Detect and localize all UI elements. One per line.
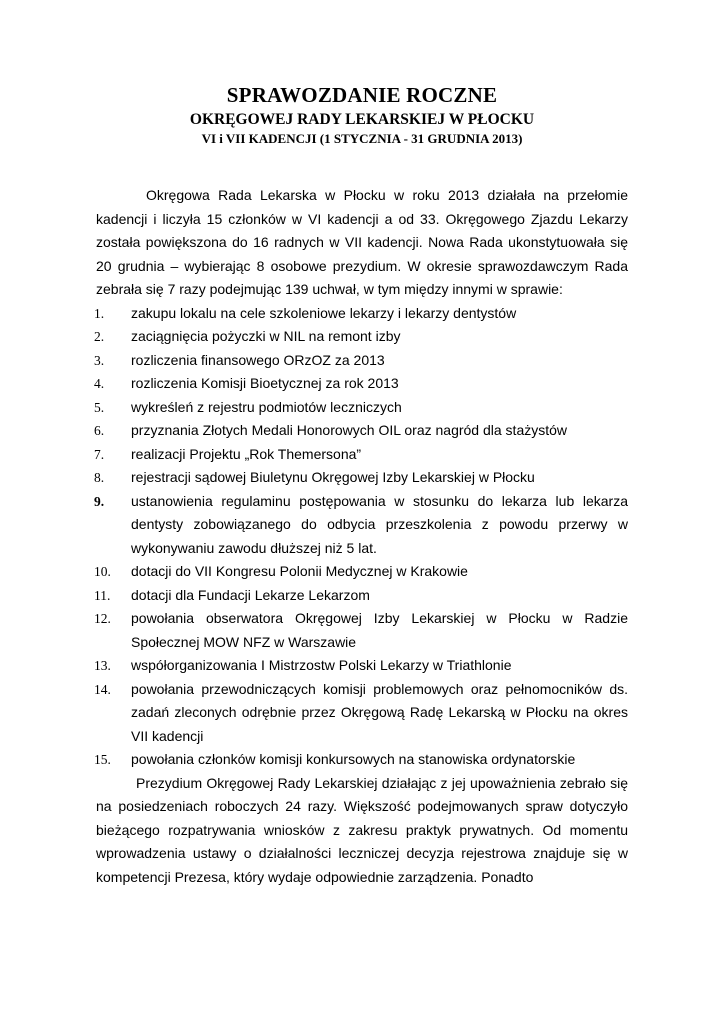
list-item-text: zakupu lokalu na cele szkoleniowe lekarzy i lekarzy dentystów (131, 304, 517, 321)
list-item (96, 466, 628, 490)
list-item-text: powołania członków komisji konkursowych na stanowiska ordynatorskie (131, 751, 576, 767)
list-item (96, 325, 628, 349)
list-item-text: dotacji dla Fundacji Lekarze Lekarzom (131, 586, 370, 603)
list-item (96, 748, 628, 772)
list-item-text: realizacji Projektu „Rok Themersona” (131, 445, 362, 462)
list-item-number: 12. (94, 611, 111, 626)
list-item-number: 8. (94, 470, 105, 485)
list-item-number: 3. (94, 352, 105, 368)
list-item (96, 419, 628, 443)
document-period: VI i VII KADENCJI (1 STYCZNIA - 31 GRUDNIA 2013) (201, 131, 523, 146)
list-item (96, 678, 628, 749)
list-item-text: rejestracji sądowej Biuletynu Okręgowej Izby Lekarskiej w Płocku (131, 469, 535, 485)
list-item-number: 2. (94, 329, 105, 344)
intro-paragraph: Okręgowa Rada Lekarska w Płocku w roku 2013 działała na przełomie kadencji i liczyła 15 członków w VI kadencji a od 33. Okręgowego Zjazdu Lekarzy została powiększona do 16 radnych w VII kadencji. Nowa Rada ukonstytuowała się 20 grudnia – wybierając 8 osobowe prezydium. W okresie sprawozdawczym Rada zebrała się 7 razy podejmując 139 uchwał, w tym między innymi w sprawie: (96, 187, 628, 297)
list-item (96, 372, 628, 396)
closing-paragraph: Prezydium Okręgowej Rady Lekarskiej działając z jej upoważnienia zebrało się na posiedzeniach roboczych 24 razy. Większość podejmowanych spraw dotyczyło bieżącego rozpatrywania wniosków z zakresu praktyk prywatnych. Od momentu wprowadzenia ustawy o działalności leczniczej decyzja rejestrowa znajduje się w kompetencji Prezesa, który wydaje odpowiednie zarządzenia. Ponadto (96, 774, 628, 885)
list-item-number: 5. (94, 399, 105, 415)
list-item-number: 7. (94, 446, 105, 462)
resolutions-list (96, 302, 628, 772)
list-item-text: dotacji do VII Kongresu Polonii Medycznej w Krakowie (131, 563, 468, 579)
document-title: SPRAWOZDANIE ROCZNE (226, 83, 498, 107)
list-item (96, 560, 628, 584)
list-item-number: 9. (94, 493, 105, 509)
list-item (96, 490, 628, 561)
document-header (96, 82, 628, 148)
list-item-text: powołania przewodniczących komisji problemowych oraz pełnomocników ds. zadań zleconych odrębnie przez Okręgową Radę Lekarską w Płocku na okres VII kadencji (131, 680, 628, 744)
list-item (96, 654, 628, 678)
list-item-text: zaciągnięcia pożyczki w NIL na remont izby (131, 328, 401, 344)
list-item-number: 1. (94, 305, 105, 321)
list-item-text: powołania obserwatora Okręgowej Izby Lekarskiej w Płocku w Radzie Społecznej MOW NFZ w Warszawie (131, 610, 628, 650)
list-item (96, 302, 628, 326)
list-item (96, 396, 628, 420)
list-item (96, 607, 628, 654)
document-subtitle: OKRĘGOWEJ RADY LEKARSKIEJ W PŁOCKU (189, 111, 535, 128)
list-item-text: ustanowienia regulaminu postępowania w stosunku do lekarza lub lekarza dentysty zobowiązanego do odbycia przeszkolenia z powodu przerwy w wykonywaniu zawodu dłuższej niż 5 lat. (131, 492, 628, 556)
list-item-text: przyznania Złotych Medali Honorowych OIL oraz nagród dla stażystów (131, 422, 568, 438)
list-item-number: 6. (94, 423, 105, 438)
list-item-number: 10. (94, 564, 111, 579)
list-item-text: wykreśleń z rejestru podmiotów leczniczych (131, 398, 402, 415)
list-item-text: współorganizowania I Mistrzostw Polski Lekarzy w Triathlonie (131, 657, 512, 673)
list-item (96, 443, 628, 467)
list-item-text: rozliczenia finansowego ORzOZ za 2013 (131, 351, 385, 368)
list-item (96, 349, 628, 373)
list-item-text: rozliczenia Komisji Bioetycznej za rok 2013 (131, 375, 399, 391)
list-item-number: 14. (94, 681, 111, 697)
list-item (96, 584, 628, 608)
list-item-number: 13. (94, 658, 111, 673)
list-item-number: 15. (94, 752, 111, 767)
list-item-number: 4. (94, 376, 105, 391)
list-item-number: 11. (94, 587, 111, 603)
